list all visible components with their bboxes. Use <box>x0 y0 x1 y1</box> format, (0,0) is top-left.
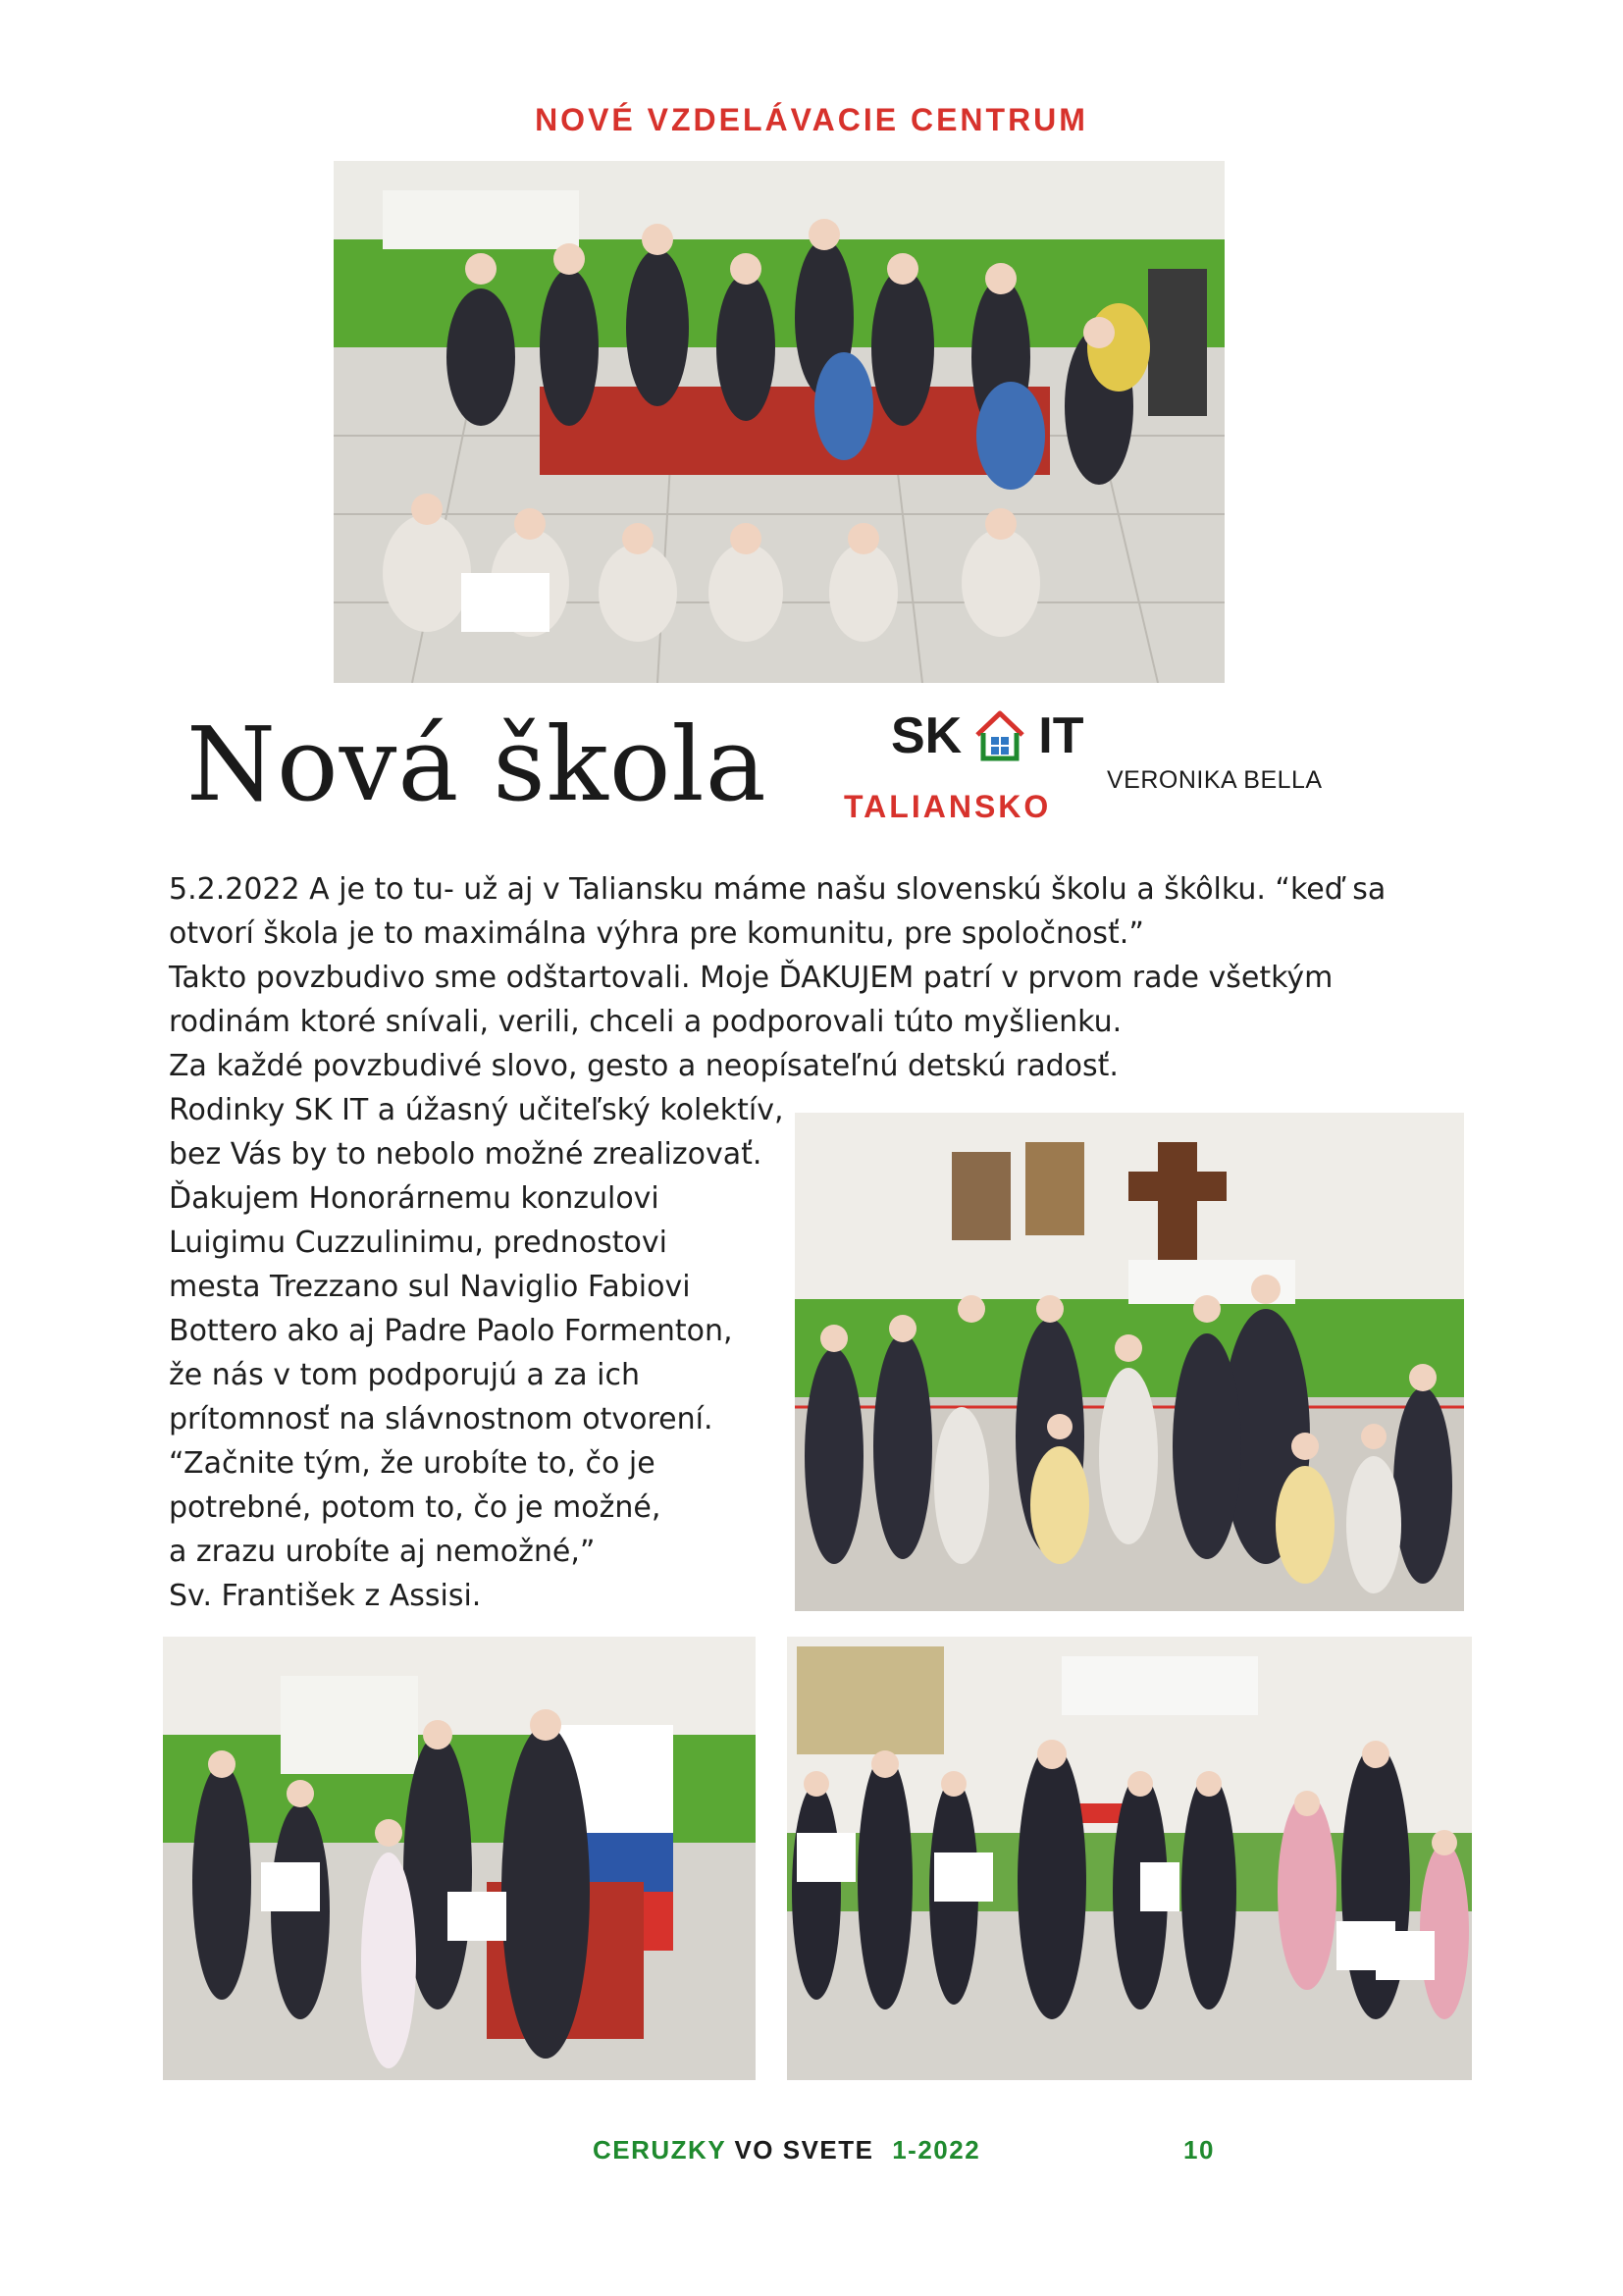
footer-magazine-name: CERUZKY <box>593 2135 726 2165</box>
body-line: Luigimu Cuzzulinimu, prednostovi <box>169 1226 667 1260</box>
body-line: rodinám ktoré snívali, verili, chceli a podporovali túto myšlienku. <box>169 1005 1123 1039</box>
body-line: Takto povzbudivo sme odštartovali. Moje ĎAKUJEM patrí v prvom rade všetkým <box>169 961 1334 995</box>
group-with-gifts-photo <box>787 1637 1472 2080</box>
gift-presentation-photo <box>163 1637 756 2080</box>
body-line: mesta Trezzano sul Naviglio Fabiovi <box>169 1270 691 1304</box>
sk-it-logo <box>891 704 1083 767</box>
body-line: potrebné, potom to, čo je možné, <box>169 1490 661 1525</box>
logo-left-text: SK <box>891 707 963 764</box>
body-line: Za každé povzbudivé slovo, gesto a neopísateľnú detskú radosť. <box>169 1049 1119 1083</box>
body-line: Bottero ako aj Padre Paolo Formenton, <box>169 1314 733 1348</box>
body-line: otvorí škola je to maximálna výhra pre komunitu, pre spoločnosť.” <box>169 916 1144 951</box>
article-title: Nová škola <box>186 704 767 824</box>
ribbon-cutting-photo <box>795 1113 1464 1611</box>
footer-issue: 1-2022 <box>892 2135 981 2165</box>
group-photo <box>334 161 1225 683</box>
body-line: Rodinky SK IT a úžasný učiteľský kolektív, <box>169 1093 784 1127</box>
body-line: bez Vás by to nebolo možné zrealizovať. <box>169 1137 762 1172</box>
logo-right-text: IT <box>1038 707 1084 764</box>
article-country: TALIANSKO <box>844 789 1052 824</box>
body-line: “Začnite tým, že urobíte to, čo je <box>169 1446 655 1481</box>
footer-magazine <box>593 2135 980 2166</box>
body-line: že nás v tom podporujú a za ich <box>169 1358 640 1392</box>
body-line: prítomnosť na slávnostnom otvorení. <box>169 1402 713 1436</box>
section-kicker: NOVÉ VZDELÁVACIE CENTRUM <box>535 102 1088 137</box>
footer-magazine-rest: VO SVETE <box>734 2135 874 2165</box>
body-line: a zrazu urobíte aj nemožné,” <box>169 1535 596 1569</box>
article-author: VERONIKA BELLA <box>1107 766 1323 794</box>
page-number: 10 <box>1183 2135 1215 2165</box>
body-line: Ďakujem Honorárnemu konzulovi <box>169 1181 659 1216</box>
body-line: 5.2.2022 A je to tu- už aj v Taliansku máme našu slovenskú školu a škôlku. “keď sa <box>169 872 1387 907</box>
body-line: Sv. František z Assisi. <box>169 1579 482 1613</box>
house-icon <box>971 707 1028 764</box>
